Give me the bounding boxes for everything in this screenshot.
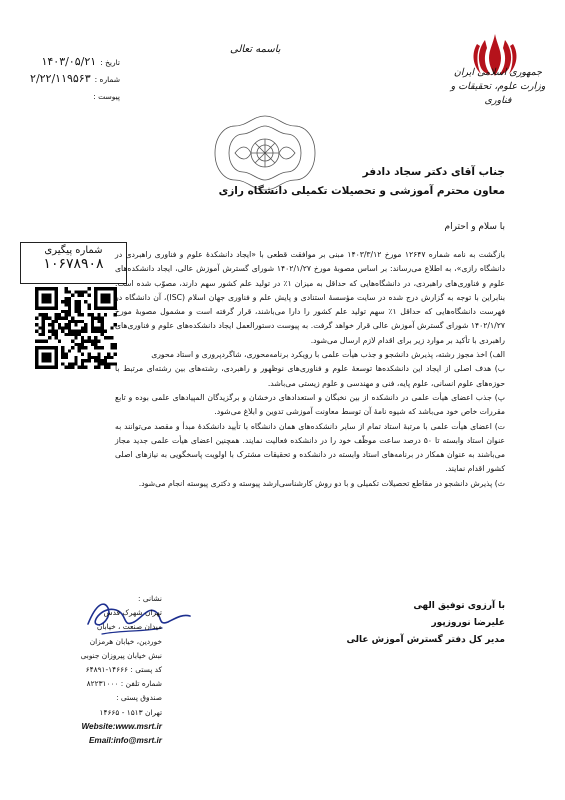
letter-number	[10, 72, 120, 85]
address-label: نشانی :	[138, 594, 162, 603]
address-line: خوردین، خیابان هرمزان	[89, 636, 162, 646]
pobox-value: تهران ۱۵۱۳ - ۱۴۶۶۵	[99, 707, 162, 717]
letter-date	[10, 55, 120, 68]
signer-name: علیرضا نوروزپور	[431, 618, 505, 628]
besmeh-heading: باسمه تعالی	[230, 44, 281, 55]
body-item: الف) اخذ مجوز رشته، پذیرش دانشجو و جذب هیأت علمی با رویکرد برنامه‌محوری، شاگردپروری و استاد محوری	[151, 350, 505, 360]
letter-body	[115, 248, 505, 491]
ministry-line-2: وزارت علوم، تحقیقات و فناوری	[450, 81, 546, 106]
number-label: شماره :	[94, 75, 120, 84]
address-line: میدان صنعت ، خیابان	[96, 622, 162, 632]
tracking-box	[20, 242, 127, 284]
body-item: ت) اعضای هیأت علمی با مرتبۀ استاد تمام از سایر دانشکده‌های همان دانشگاه با تأیید دانشکدۀ مبدأ و مقصد می‌توانند به عنوان استاد وابسته تا ۵۰ درصد ساعت موظّف خود را در دانشکده فعالیت نمایند. همچنین اعضای هیأت علمی جدید مجاز می‌باشند به عنوان همکار در برنامه‌های استاد وابسته در دانشکده و تحقیقات مشترک با اولویت پاسخگویی به نیازهای اصلی کشور اقدام نمایند.	[115, 421, 505, 474]
closing-regards: با آرزوی توفیق الهی	[413, 601, 505, 611]
address-line: نبش خیابان پیروزان جنوبی	[80, 650, 162, 660]
number-value: ۲/۲۲/۱۱۹۵۶۳	[30, 72, 91, 85]
body-item: ث) پذیرش دانشجو در مقاطع تحصیلات تکمیلی و با دو روش کارشناسی‌ارشد پیوسته و دکتری پیوسته انجام می‌شود.	[138, 478, 505, 488]
signature-block	[275, 598, 505, 649]
pobox-label: صندوق پستی :	[116, 693, 162, 703]
tracking-number: ۱۰۶۷۸۹۰۸	[43, 256, 104, 272]
address-line: تهران شهرک قدس	[103, 608, 162, 618]
signer-title: مدیر کل دفتر گسترش آموزش عالی	[346, 635, 505, 645]
postal-code: کد پستی : ۱۴۶۶۶-۶۴۸۹۱	[85, 665, 162, 675]
body-item: پ) جذب اعضای هیأت علمی در دانشکده از بین نخبگان و استعدادهای درخشان و برگزیدگان المپیادهای علمی بوده و تابع مقررات خاص خود می‌باشد که شیوه نامۀ آن توسط معاونت آموزشی تدوین و ابلاغ می‌شود.	[115, 392, 505, 417]
attachment-label: پیوست :	[93, 92, 120, 101]
addressee-title: معاون محترم آموزشی و تحصیلات تکمیلی دانشگاه رازی	[218, 185, 505, 197]
website-link[interactable]: Website:www.msrt.ir	[81, 721, 162, 731]
addressee-name: جناب آقای دکتر سجاد دادفر	[362, 166, 505, 178]
date-value: ۱۴۰۳/۰۵/۲۱	[41, 55, 97, 68]
ministry-name	[443, 66, 553, 108]
body-paragraph: بازگشت به نامه شماره ۱۲۶۴۷ مورخ ۱۴۰۳/۳/۱۲ مبنی بر موافقت قطعی با «ایجاد دانشکدۀ علوم و فناوری راهبردی در دانشگاه رازی»، به اطلاع می‌رساند: بر اساس مصوبۀ مورخ ۱۴۰۲/۱/۲۷ شورای گسترش آموزش عالی، ایجاد دانشکده‌های علوم و فناوری‌های راهبردی، در دانشگاه‌هایی که حداقل به میزان ۱٪ در تولید علم کشور سهم دارند، مصوّب شده است. بنابراین با توجه به گزارش درج شده در سایت مؤسسۀ استنادی و پایش علم و فناوری جهان اسلام (ISC)، آن دانشگاه در فهرست دانشگاه‌هایی که حداقل ۱٪ سهم تولید علم کشور را دارا می‌باشند، قرار گرفته است و مشمول مصوبۀ مورخ ۱۴۰۲/۱/۲۷ شورای گسترش آموزش عالی قرار خواهد گرفت. به پیوست دستورالعمل ایجاد دانشکده‌های علوم و فناوری‌های راهبردی با تأکید بر موارد زیر برای اقدام لازم ارسال می‌شود.	[115, 250, 506, 345]
letter-attachment	[10, 92, 120, 101]
body-item: ب) هدف اصلی از ایجاد این دانشکده‌ها توسعۀ علوم و فناوری‌های نوظهور و راهبردی، رشته‌های بین رشته‌ای مرتبط با حوزه‌های علوم انسانی، علوم پایه، فنی و مهندسی و علوم زیستی می‌باشد.	[115, 364, 505, 388]
date-label: تاریخ :	[100, 58, 120, 67]
greeting: با سلام و احترام	[444, 222, 505, 232]
email-link[interactable]: Email:info@msrt.ir	[88, 736, 162, 746]
ministry-line-1: جمهوری اسلامی ایران	[453, 67, 543, 78]
phone-number: شماره تلفن : ۸۲۲۳۱۰۰۰	[86, 679, 162, 689]
contact-info	[12, 592, 162, 748]
addressee-block	[65, 163, 505, 201]
tracking-label: شماره پیگیری	[44, 245, 103, 256]
qr-code	[35, 287, 117, 369]
